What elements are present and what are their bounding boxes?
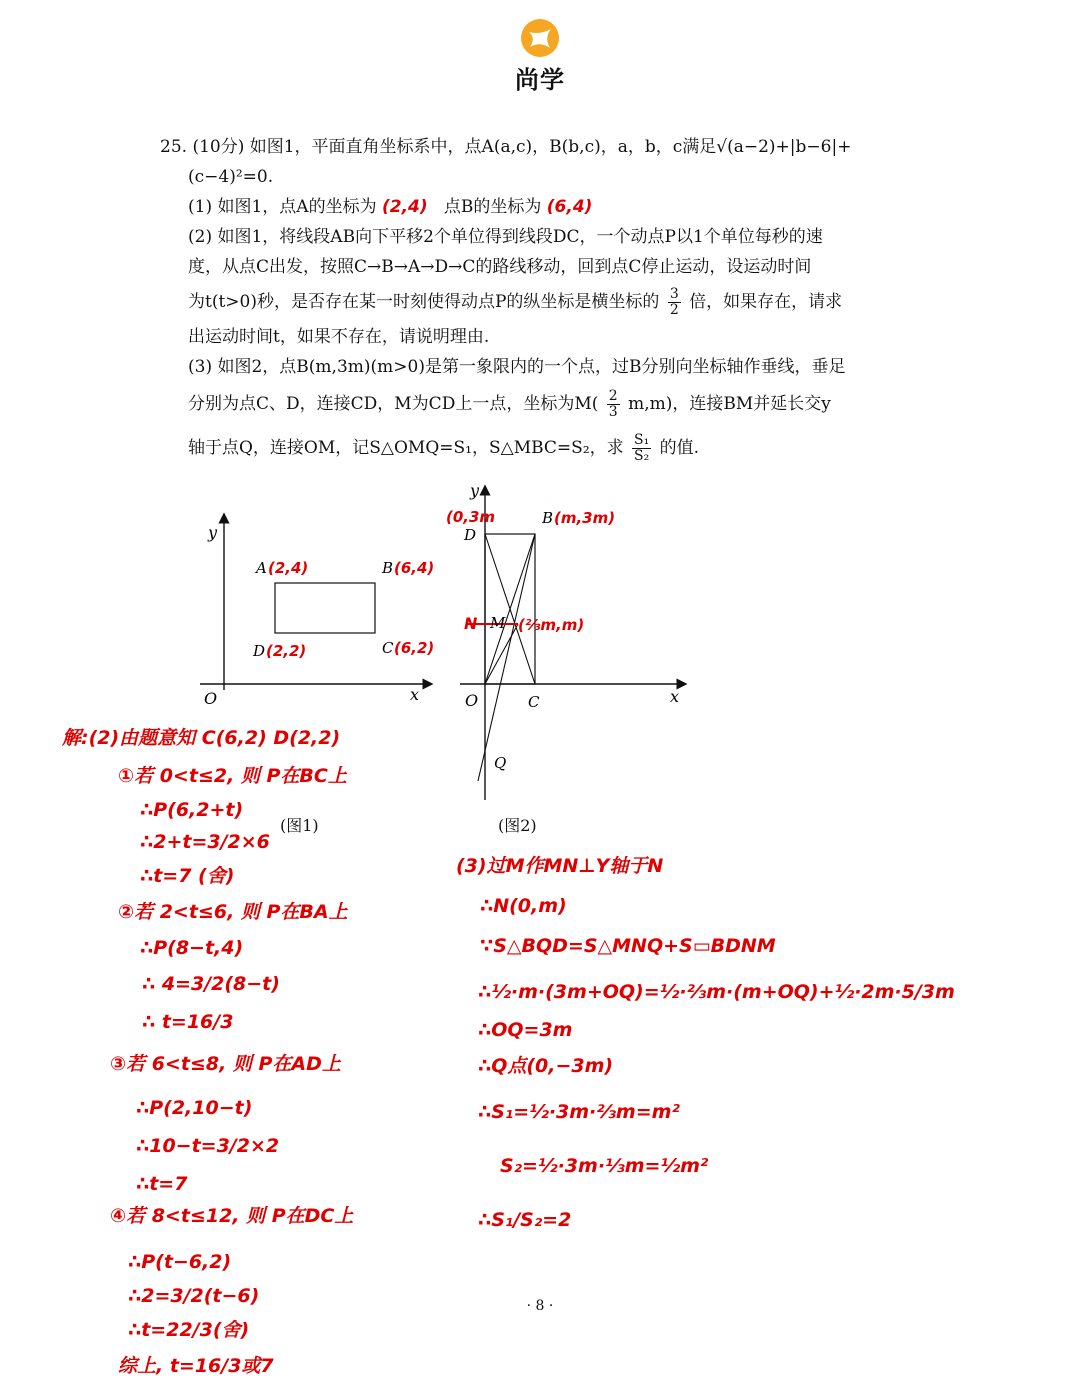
solution-left-2: ∴P(6,2+t): [140, 799, 244, 821]
solution-left-4: ∴t=7 (舍): [140, 865, 235, 887]
part3-line-2a: 分别为点C、D，连接CD，M为CD上一点，坐标为M(: [188, 394, 599, 414]
figure-2: [440, 478, 700, 808]
part2-line-3a: 为t(t>0)秒，是否存在某一时刻使得动点P的纵坐标是横坐标的: [188, 292, 660, 312]
logo-text: 尚学: [515, 66, 565, 94]
point-b-hw: (m,3m): [554, 509, 616, 527]
figure-1: [190, 510, 440, 720]
part3-line-2b: m,m)，连接BM并延长交y: [628, 394, 831, 414]
point-d-label: D: [464, 526, 477, 544]
point-b-hw: (6,4): [394, 559, 435, 577]
solution-left-17: 综上, t=16/3或7: [118, 1355, 274, 1377]
solution-right-0: (3)过M作MN⊥Y轴于N: [456, 855, 664, 877]
question-line-1: 25. (10分) 如图1，平面直角坐标系中，点A(a,c)，B(b,c)，a，b，c满足√(a−2)+|b−6|+: [160, 137, 852, 157]
origin-label: O: [465, 691, 479, 710]
solution-right-2: ∵S△BQD=S△MNQ+S▭BDNM: [480, 935, 776, 957]
point-b-label: B: [382, 559, 394, 577]
fraction-den: 3: [608, 404, 618, 420]
y-axis-label: y: [208, 523, 218, 542]
point-d-label: D: [253, 642, 266, 660]
part2-line-3: [160, 282, 930, 322]
solution-left-0: 解:(2)由题意知 C(6,2) D(2,2): [62, 727, 341, 749]
solution-left-1: ①若 0<t≤2, 则 P在BC上: [118, 765, 347, 787]
part3-line-3a: 轴于点Q，连接OM，记S△OMQ=S₁，S△MBC=S₂，求: [188, 438, 624, 458]
question-block: [160, 132, 930, 470]
solution-right-3: ∴½·m·(3m+OQ)=½·⅔m·(m+OQ)+½·2m·5/3m: [478, 981, 955, 1003]
rectangle-abcd: [275, 583, 375, 633]
solution-left-13: ④若 8<t≤12, 则 P在DC上: [110, 1205, 354, 1227]
fraction-s1-s2: [632, 433, 651, 464]
page-number: · 8 ·: [526, 1298, 554, 1314]
solution-left-11: ∴10−t=3/2×2: [136, 1135, 280, 1157]
x-axis-label: x: [670, 687, 680, 706]
point-m-hw: (⅔m,m): [518, 616, 585, 634]
solution-left-9: ③若 6<t≤8, 则 P在AD上: [110, 1053, 341, 1075]
solution-left-14: ∴P(t−6,2): [128, 1251, 232, 1273]
point-q-label: Q: [494, 754, 507, 772]
solution-right-7: S₂=½·3m·⅓m=½m²: [500, 1155, 709, 1177]
point-b-label: B: [542, 509, 554, 527]
question-line-2: (c−4)²=0.: [188, 167, 274, 187]
part1-answer-a: (2,4): [381, 197, 428, 217]
point-c-label: C: [382, 639, 394, 657]
figure-2-caption: (图2): [498, 816, 537, 835]
point-a-label: A: [256, 559, 267, 577]
part2-line-2: 度，从点C出发，按照C→B→A→D→C的路线移动，回到点C停止运动，设运动时间: [188, 257, 812, 277]
solution-left-12: ∴t=7: [136, 1173, 188, 1195]
solution-right-4: ∴OQ=3m: [478, 1019, 573, 1041]
fraction-three-halves: [668, 287, 681, 318]
point-c-label: C: [528, 693, 540, 711]
point-m-label: M: [490, 614, 506, 632]
solution-right-8: ∴S₁/S₂=2: [478, 1209, 572, 1231]
part3-line-1: (3) 如图2，点B(m,3m)(m>0)是第一象限内的一个点，过B分别向坐标轴作垂线，垂足: [188, 357, 846, 377]
solution-right-5: ∴Q点(0,−3m): [478, 1055, 614, 1077]
solution-left-15: ∴2=3/2(t−6): [128, 1285, 260, 1307]
part3-line-2: [160, 382, 930, 426]
fraction-den: S₂: [634, 448, 650, 464]
part1-text-b: 点B的坐标为: [443, 197, 542, 217]
fraction-num: 3: [669, 286, 679, 302]
y-axis-label: y: [470, 481, 480, 500]
part1-text-a: (1) 如图1，点A的坐标为: [188, 197, 377, 217]
point-n-hw: N: [464, 614, 478, 633]
solution-left-7: ∴ 4=3/2(8−t): [142, 973, 280, 995]
solution-right-6: ∴S₁=½·3m·⅔m=m²: [478, 1101, 680, 1123]
point-d-hw: (0,3m: [446, 508, 496, 526]
solution-left-6: ∴P(8−t,4): [140, 937, 244, 959]
point-c-hw: (6,2): [394, 639, 435, 657]
solution-left-5: ②若 2<t≤6, 则 P在BA上: [118, 901, 348, 923]
part2-line-4: 出运动时间t，如果不存在，请说明理由.: [188, 327, 490, 347]
part2-line-3b: 倍，如果存在，请求: [689, 292, 843, 312]
part3-line-3b: 的值.: [659, 438, 700, 458]
part3-line-3: [160, 426, 930, 470]
fraction-num: S₁: [634, 432, 650, 448]
fraction-den: 2: [669, 302, 679, 318]
fraction-two-thirds: [607, 389, 620, 420]
solution-right-1: ∴N(0,m): [480, 895, 567, 917]
part2-line-1: (2) 如图1，将线段AB向下平移2个单位得到线段DC，一个动点P以1个单位每秒的速: [188, 227, 823, 247]
point-a-hw: (2,4): [268, 559, 309, 577]
solution-left-16: ∴t=22/3(舍): [128, 1319, 250, 1341]
x-axis-label: x: [410, 685, 420, 704]
fraction-num: 2: [608, 388, 618, 404]
part1-answer-b: (6,4): [546, 197, 593, 217]
solution-left-3: ∴2+t=3/2×6: [140, 831, 270, 853]
origin-label: O: [204, 689, 218, 708]
logo: [500, 18, 580, 94]
solution-left-10: ∴P(2,10−t): [136, 1097, 253, 1119]
solution-left-8: ∴ t=16/3: [142, 1011, 234, 1033]
figure-1-caption: (图1): [280, 816, 319, 835]
part1-line: [160, 192, 930, 222]
point-d-hw: (2,2): [266, 642, 307, 660]
star-swirl-logo-icon: [520, 18, 560, 58]
